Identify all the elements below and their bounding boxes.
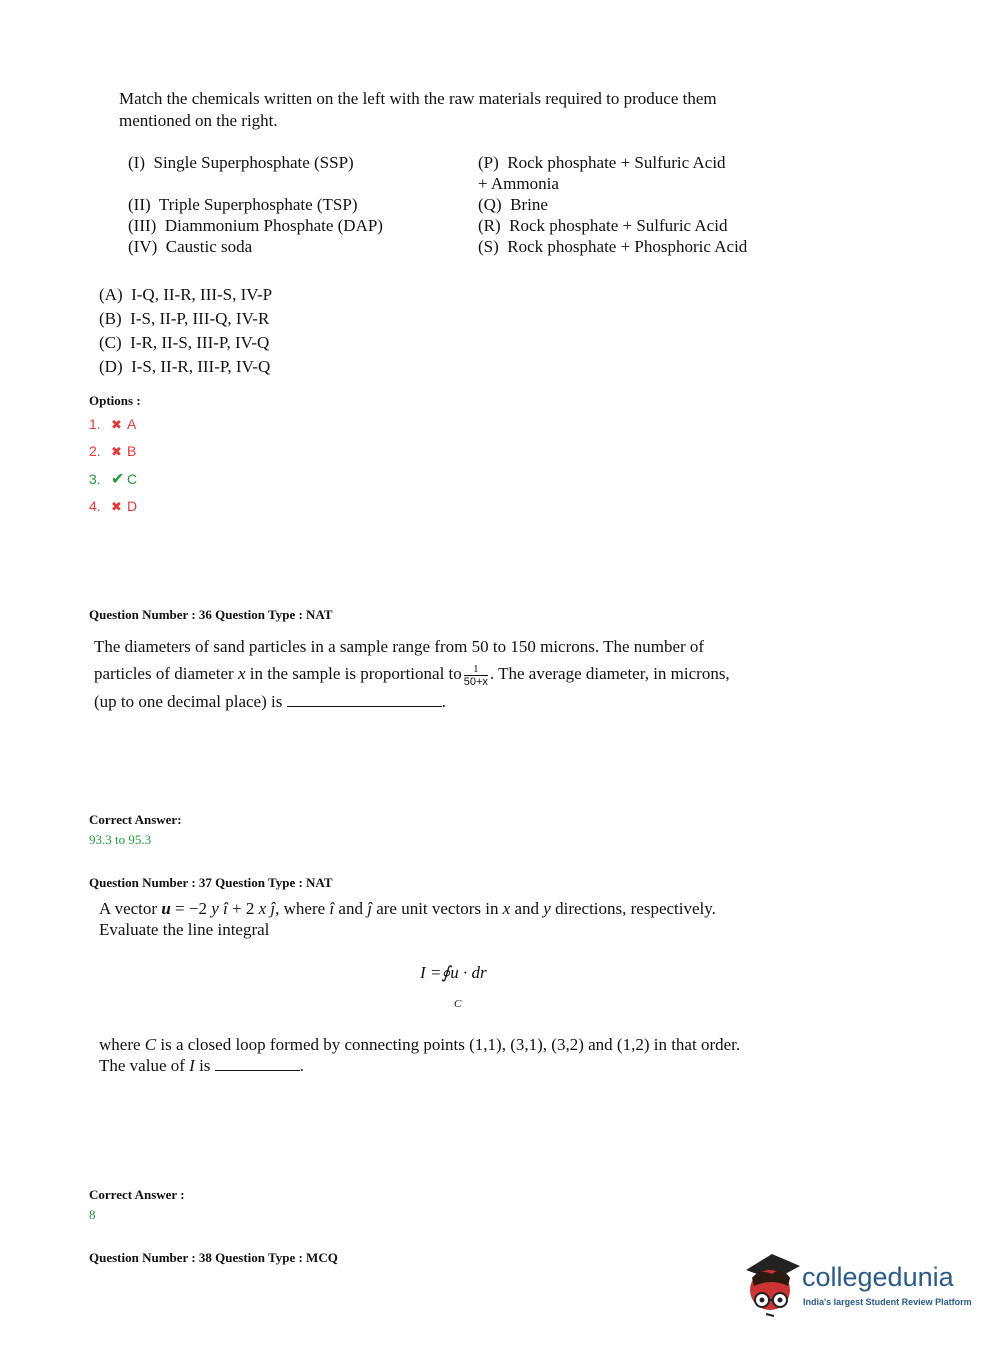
answer-blank [287,692,442,707]
cross-icon: ✖ [111,498,122,514]
intro-line-2: mentioned on the right. [119,111,278,130]
question-36-body [94,633,814,715]
match-right-column [478,152,808,257]
choice-d: (D) I-S, II-R, III-P, IV-Q [99,357,271,376]
line-integral: I =∮u · dr [420,963,487,982]
brand-name: collegedunia [802,1262,954,1292]
question-35-intro [119,88,809,132]
right-item-1-cont: + Ammonia [478,174,559,193]
question-37-body [99,898,819,940]
check-icon: ✔ [111,470,125,488]
integral-subscript: C [454,998,462,1010]
option-1: 1. ✖ A [89,414,137,441]
option-2: 2. ✖ B [89,441,137,468]
q37-line-3: where C is a closed loop formed by connecting points (1,1), (3,1), (3,2) and (1,2) in that order. [99,1035,741,1054]
q37-line-4: The value of I is . [99,1056,304,1075]
choice-c: (C) I-R, II-S, III-P, IV-Q [99,333,270,352]
right-item-3: (R) Rock phosphate + Sulfuric Acid [478,216,728,235]
options-list [89,414,137,523]
left-item-4: (IV) Caustic soda [128,237,253,256]
answer-blank [215,1056,300,1071]
brand-tagline: India's largest Student Review Platform [803,1297,972,1307]
q37-line-1: A vector u = −2 y î + 2 x ĵ, where î and ĵ are unit vectors in x and y directions, respectively. [99,899,716,918]
right-item-4: (S) Rock phosphate + Phosphoric Acid [478,237,748,256]
intro-line-1: Match the chemicals written on the left with the raw materials required to produce them [119,89,717,108]
option-3: 3. ✔ C [89,470,138,488]
q36-answer-value: 93.3 to 95.3 [89,832,152,847]
q37-answer-value: 8 [89,1207,96,1222]
choice-a: (A) I-Q, II-R, III-S, IV-P [99,285,273,304]
answer-choices [99,283,272,379]
collegedunia-mascot-icon [742,1248,804,1320]
left-item-1: (I) Single Superphosphate (SSP) [128,153,354,172]
cross-icon: ✖ [111,417,122,432]
question-37-header: Question Number : 37 Question Type : NAT [89,875,333,890]
left-item-3: (III) Diammonium Phosphate (DAP) [128,216,383,235]
question-37-body-2 [99,1034,819,1076]
left-item-2: (II) Triple Superphosphate (TSP) [128,195,358,214]
q36-line-1: The diameters of sand particles in a sample range from 50 to 150 microns. The number of [94,637,705,656]
q36-answer-label: Correct Answer: [89,812,182,827]
option-4: 4. ✖ D [89,496,137,523]
options-label: Options : [89,393,141,408]
fraction: $\frac{1}{50+x}$ [463,662,488,688]
q37-line-2: Evaluate the line integral [99,920,270,939]
q37-answer-label: Correct Answer : [89,1187,185,1202]
choice-b: (B) I-S, II-P, III-Q, IV-R [99,309,270,328]
question-36-header: Question Number : 36 Question Type : NAT [89,607,333,622]
right-item-1: (P) Rock phosphate + Sulfuric Acid [478,153,726,172]
q36-line-3: (up to one decimal place) is . [94,691,446,711]
match-left-column [128,152,458,257]
q36-line-2: particles of diameter x in the sample is proportional to $\frac{1}{50+x}$ . The average diameter, in microns, [94,662,730,688]
cross-icon: ✖ [111,444,122,460]
question-38-header: Question Number : 38 Question Type : MCQ [89,1250,338,1265]
right-item-2: (Q) Brine [478,195,548,214]
